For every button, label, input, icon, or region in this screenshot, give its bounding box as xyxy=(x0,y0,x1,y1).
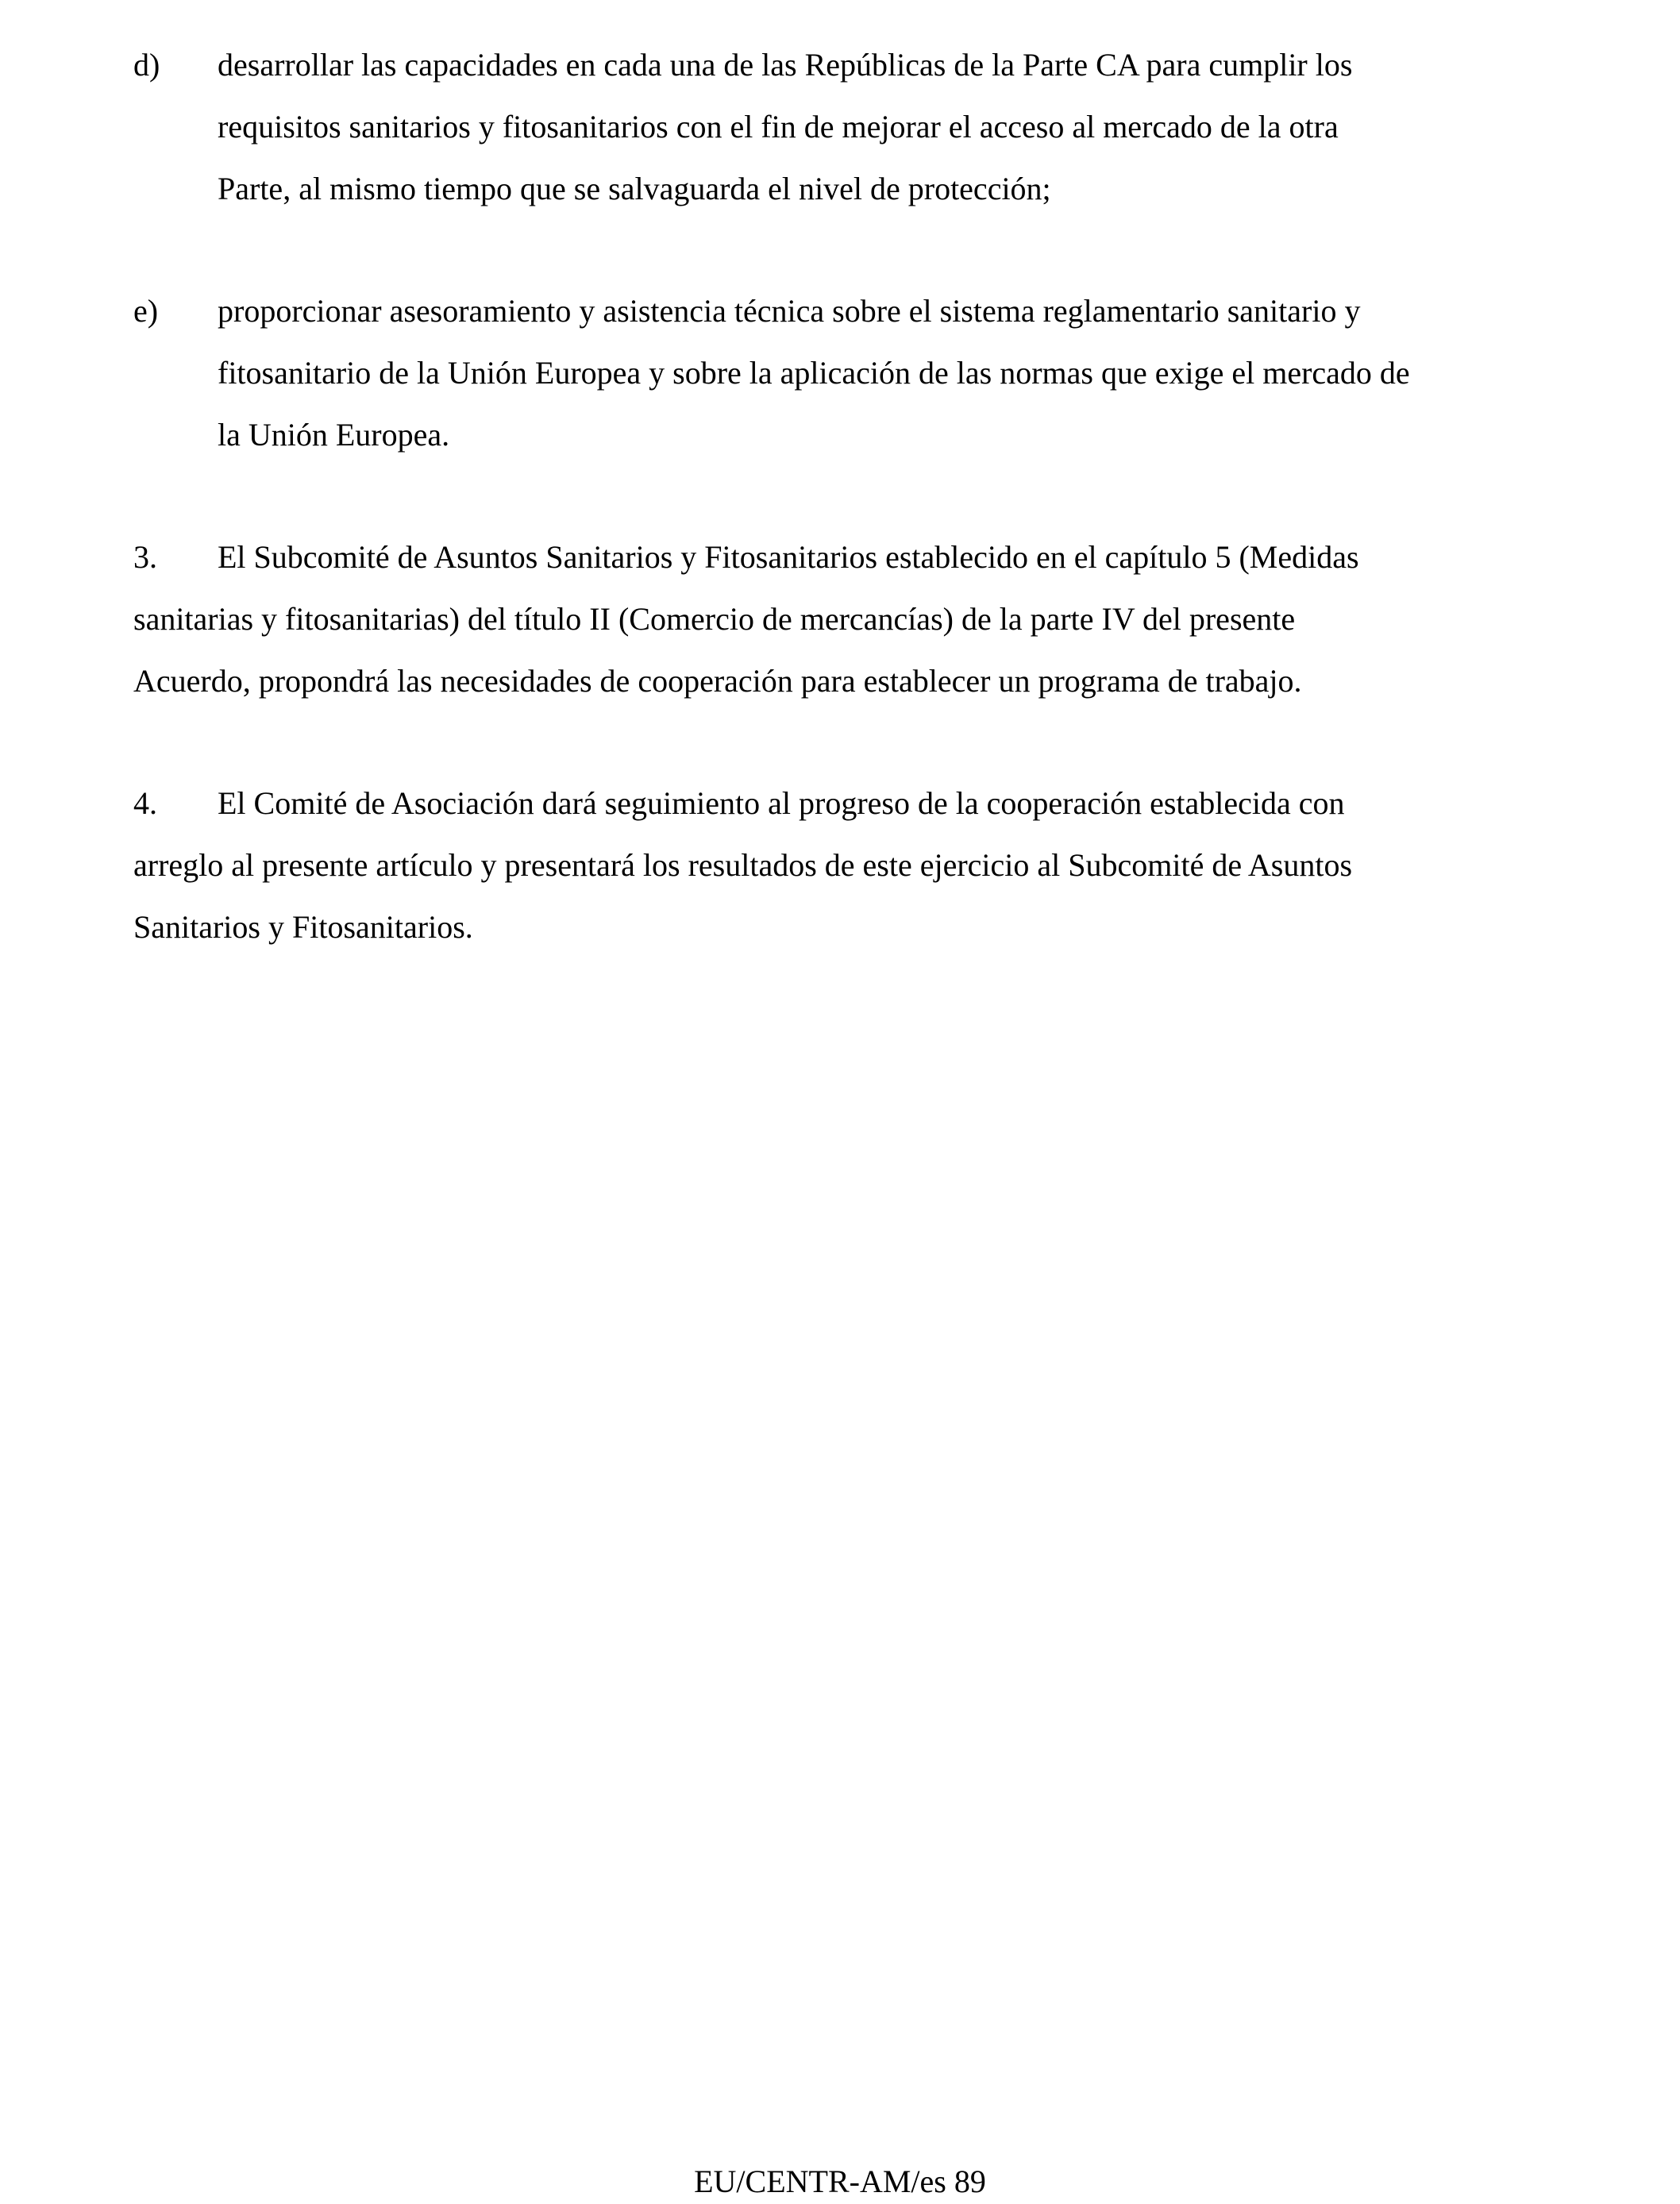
item-text-line: fitosanitario de la Unión Europea y sobre la aplicación de las normas que exige el mercado de xyxy=(218,355,1410,391)
paragraph-text-line: Acuerdo, propondrá las necesidades de cooperación para establecer un programa de trabajo. xyxy=(133,663,1302,699)
paragraph-text-line: Sanitarios y Fitosanitarios. xyxy=(133,909,473,945)
paragraph-number: 3. xyxy=(133,539,157,575)
paragraph-text-line: El Subcomité de Asuntos Sanitarios y Fitosanitarios establecido en el capítulo 5 (Medidas xyxy=(218,539,1359,575)
item-text-line: desarrollar las capacidades en cada una de las Repúblicas de la Parte CA para cumplir los xyxy=(218,47,1353,83)
paragraph-text-line: El Comité de Asociación dará seguimiento al progreso de la cooperación establecida con xyxy=(218,785,1345,821)
paragraph-text-line: arreglo al presente artículo y presentará los resultados de este ejercicio al Subcomité de Asuntos xyxy=(133,847,1353,883)
item-label: d) xyxy=(133,47,160,83)
item-text-line: requisitos sanitarios y fitosanitarios con el fin de mejorar el acceso al mercado de la otra xyxy=(218,109,1339,144)
item-text-line: Parte, al mismo tiempo que se salvaguarda el nivel de protección; xyxy=(218,171,1051,206)
paragraph-number: 4. xyxy=(133,785,157,821)
paragraph-text-line: sanitarias y fitosanitarias) del título II (Comercio de mercancías) de la parte IV del presente xyxy=(133,601,1296,637)
item-label: e) xyxy=(133,293,159,329)
page-footer: EU/CENTR-AM/es 89 xyxy=(694,2164,986,2199)
item-text-line: la Unión Europea. xyxy=(218,417,450,453)
item-text-line: proporcionar asesoramiento y asistencia técnica sobre el sistema reglamentario sanitario y xyxy=(218,293,1361,329)
